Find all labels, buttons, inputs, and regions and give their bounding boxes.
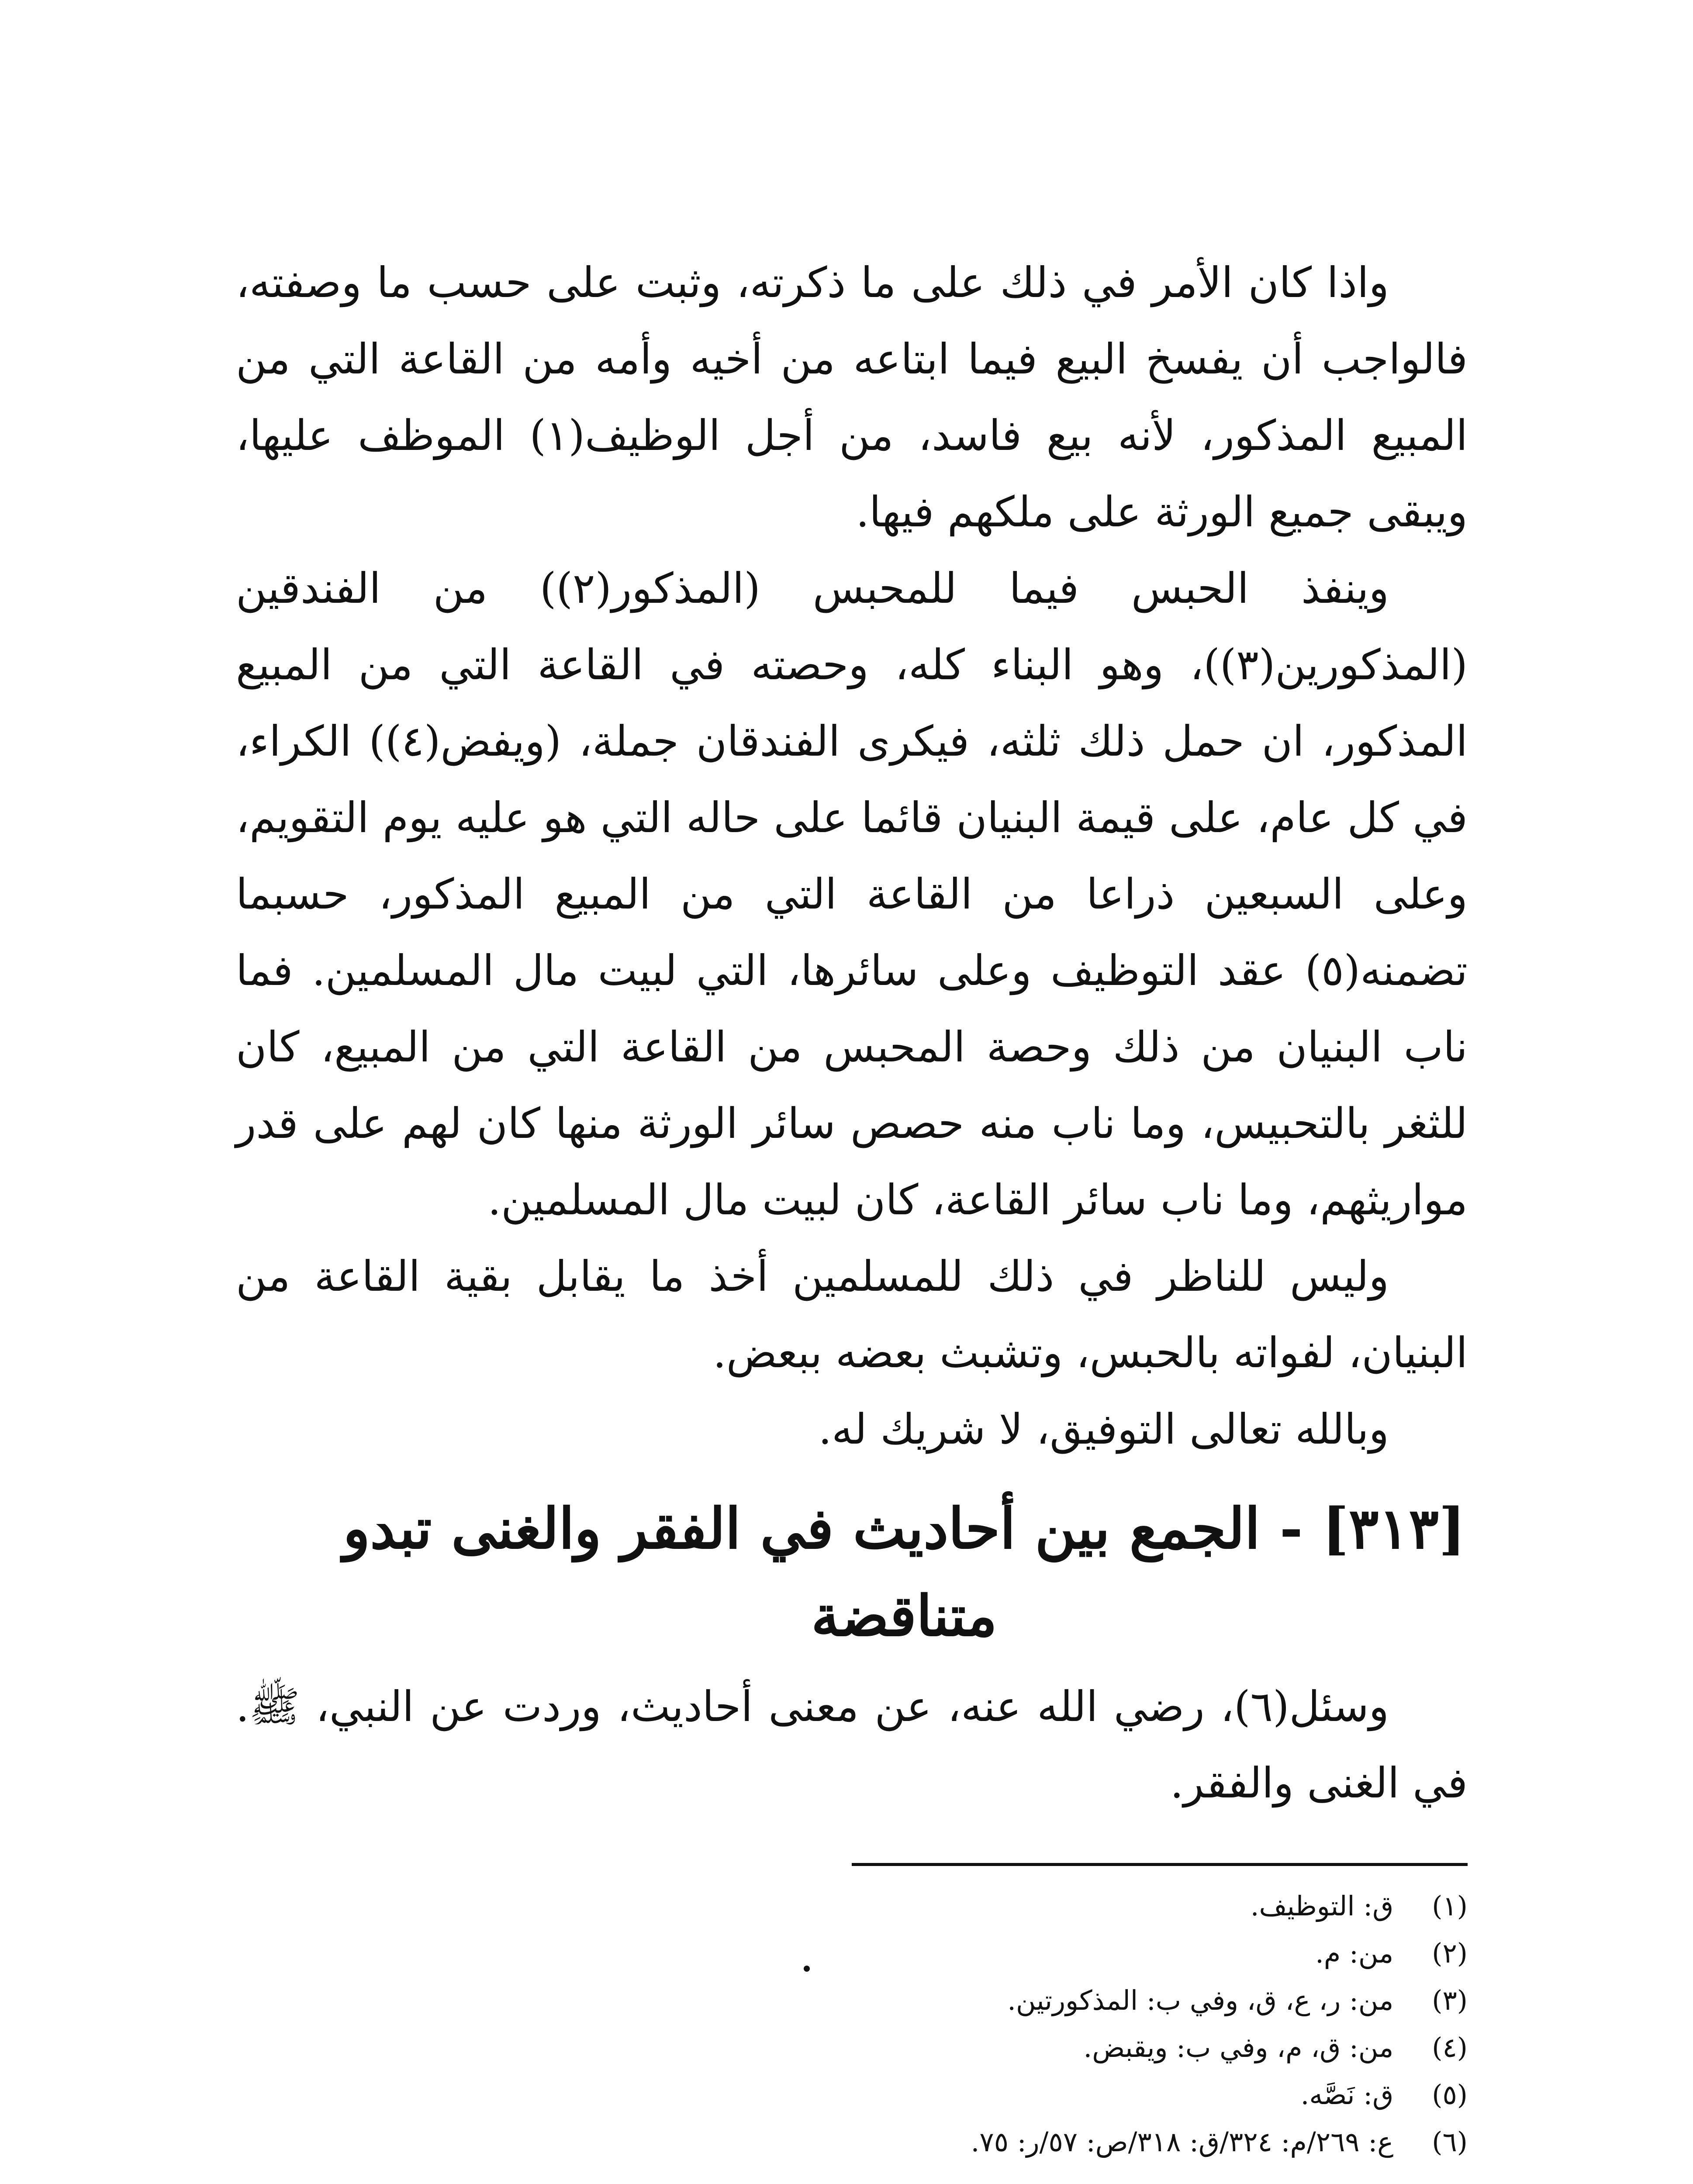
footnote-number: (٤) bbox=[1432, 2032, 1468, 2063]
question-paragraph: وسئل(٦)، رضي الله عنه، عن معنى أحاديث، وردت عن النبي، ﷺ. في الغنى والفقر. bbox=[236, 1682, 1468, 1807]
footnote-number: (٦) bbox=[1432, 2126, 1468, 2158]
footnote bbox=[236, 1883, 1468, 1930]
main-text bbox=[236, 245, 1468, 1821]
paragraph-3: وليس للناظر في ذلك للمسلمين أخذ ما يقابل بقية القاعة من البنيان، لفواته بالحبس، وتشبث بعضه ببعض. bbox=[236, 1252, 1468, 1377]
footnote-number: (٢) bbox=[1432, 1937, 1468, 1969]
paragraph-4: وبالله تعالى التوفيق، لا شريك له. bbox=[818, 1405, 1389, 1454]
paragraph-1: واذا كان الأمر في ذلك على ما ذكرته، وثبت على حسب ما وصفته، فالواجب أن يفسخ البيع فيما ابتاعه من أخيه وأمه من القاعة التي من المبيع المذكور، لأنه بيع فاسد، من أجل الوظيف(١) الموظف عليها، ويبقى جميع الورثة على ملكهم فيها. bbox=[236, 258, 1468, 536]
footnote-text: ق: التوظيف. bbox=[1250, 1890, 1394, 1922]
footnote bbox=[236, 1930, 1468, 1977]
footnote-text: ع: ٢٦٩/م: ٣٢٤/ق: ٣١٨/ص: ٥٧/ر: ٧٥. bbox=[971, 2126, 1394, 2158]
scan-speck bbox=[804, 1966, 810, 1972]
footnote-number: (٣) bbox=[1432, 1984, 1468, 2016]
footnote-number: (٥) bbox=[1432, 2079, 1468, 2111]
section-number: [٣١٣] bbox=[1322, 1496, 1465, 1562]
footnote-text: من: م. bbox=[1315, 1937, 1394, 1969]
section-title-text: - الجمع بين أحاديث في الفقر والغنى تبدو متناقضة bbox=[343, 1496, 1303, 1649]
footnote-text: من: ق، م، وفي ب: ويقبض. bbox=[1083, 2032, 1394, 2063]
footnote-divider bbox=[852, 1863, 1468, 1866]
footnote bbox=[236, 1977, 1468, 2024]
section-heading bbox=[236, 1485, 1468, 1660]
footnote bbox=[236, 2118, 1468, 2166]
footnote-number: (١) bbox=[1432, 1890, 1468, 1922]
footnote bbox=[236, 2024, 1468, 2071]
footnote-text: ق: نَصَّه. bbox=[1300, 2079, 1394, 2111]
footnote-text: من: ر، ع، ق، وفي ب: المذكورتين. bbox=[1007, 1984, 1394, 2016]
footnote bbox=[236, 2071, 1468, 2118]
footnotes-list bbox=[236, 1883, 1468, 2166]
paragraph-2: وينفذ الحبس فيما للمحبس (المذكور(٢)) من الفندقين (المذكورين(٣))، وهو البناء كله، وحصته في القاعة التي من المبيع المذكور، ان حمل ذلك ثلثه، فيكرى الفندقان جملة، (ويفض(٤)) الكراء، في كل عام، على قيمة البنيان قائما على حاله التي هو عليه يوم التقويم، وعلى السبعين ذراعا من القاعة التي من المبيع المذكور، حسبما تضمنه(٥) عقد التوظيف وعلى سائرها، التي لبيت مال المسلمين. فما ناب البنيان من ذلك وحصة المحبس من القاعة التي من المبيع، كان للثغر بالتحبيس، وما ناب منه حصص سائر الورثة منها كان لهم على قدر مواريثهم، وما ناب سائر القاعة، كان لبيت مال المسلمين. bbox=[236, 564, 1468, 1224]
